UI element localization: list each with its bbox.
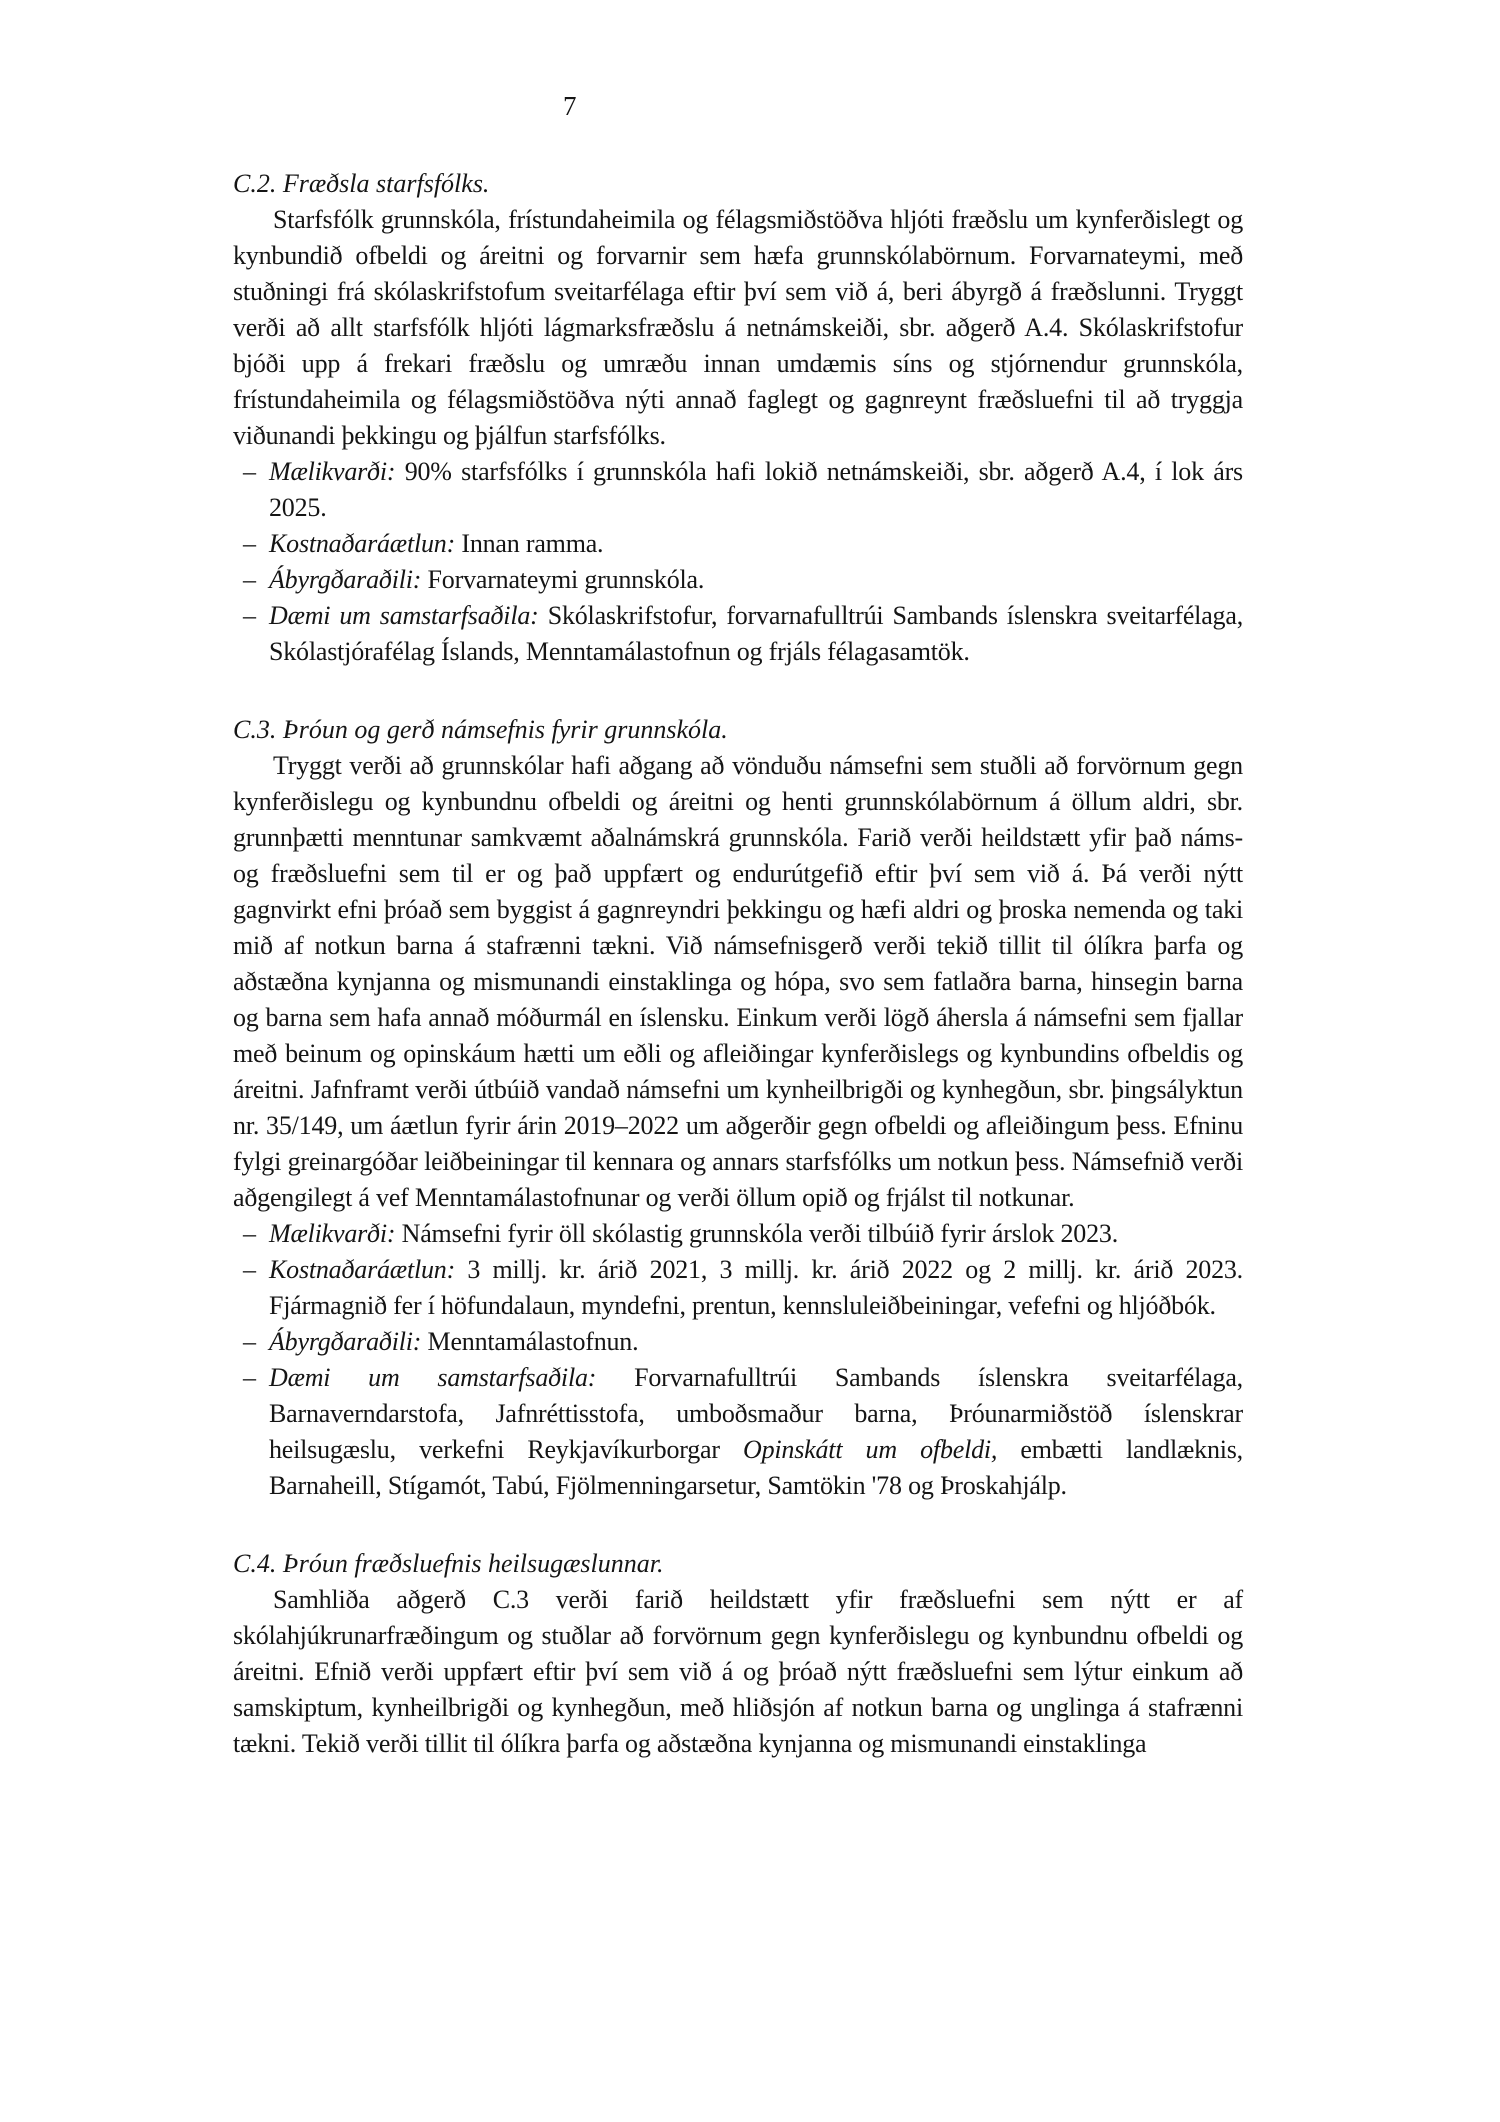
item-dash: – xyxy=(243,1363,256,1392)
item-dash: – xyxy=(243,457,256,486)
list-item xyxy=(233,562,1243,598)
item-label: Dæmi um samstarfsaðila: xyxy=(269,601,539,630)
section-heading: C.3. Þróun og gerð námsefnis fyrir grunnskóla. xyxy=(233,715,728,744)
item-text: Námsefni fyrir öll skólastig grunnskóla verði tilbúið fyrir árslok 2023. xyxy=(401,1219,1119,1248)
item-dash: – xyxy=(243,601,256,630)
item-label: Ábyrgðaraðili: xyxy=(269,1327,422,1356)
list-item xyxy=(233,1252,1243,1324)
item-text: Innan ramma. xyxy=(461,529,604,558)
item-text: 90% starfsfólks í grunnskóla hafi lokið netnámskeiði, sbr. aðgerð A.4, í lok árs 2025. xyxy=(269,457,1243,522)
section xyxy=(233,166,1243,670)
list-item xyxy=(233,526,1243,562)
section-paragraphs xyxy=(233,1582,1243,1762)
item-dash: – xyxy=(243,529,256,558)
item-dash: – xyxy=(243,1255,256,1284)
section-heading: C.2. Fræðsla starfsfólks. xyxy=(233,169,490,198)
list-item xyxy=(233,1360,1243,1504)
item-text: embætti landlæknis, Barnaheill, Stígamót, Tabú, Fjölmenningarsetur, Samtökin '78 og Þroskahjálp. xyxy=(269,1435,1243,1500)
item-label: Mælikvarði: xyxy=(269,457,396,486)
paragraph: Tryggt verði að grunnskólar hafi aðgang að vönduðu námsefni sem stuðli að forvörnum gegn kynferðislegu og kynbundnu ofbeldi og áreitni og henti grunnskólabörnum á öllum aldri, sbr. grunnþætti menntunar samkvæmt aðalnámskrá grunnskóla. Farið verði heildstætt yfir það náms- og fræðsluefni sem til er og það uppfært og endurútgefið eftir því sem við á. Þá verði nýtt gagnvirkt efni þróað sem byggist á gagnreyndri þekkingu og hæfi aldri og þroska nemenda og taki mið af notkun barna á stafrænni tækni. Við námsefnisgerð verði tekið tillit til ólíkra þarfa og aðstæðna kynjanna og mismunandi einstaklinga og hópa, svo sem fatlaðra barna, hinsegin barna og barna sem hafa annað móðurmál en íslensku. Einkum verði lögð áhersla á námsefni sem fjallar með beinum og opinskáum hætti um eðli og afleiðingar kynferðislegs og kynbundins ofbeldis og áreitni. Jafnframt verði útbúið vandað námsefni um kynheilbrigði og kynhegðun, sbr. þingsályktun nr. 35/149, um áætlun fyrir árin 2019–2022 um aðgerðir gegn ofbeldi og afleiðingum þess. Efninu fylgi greinargóðar leiðbeiningar til kennara og annars starfsfólks um notkun þess. Námsefnið verði aðgengilegt á vef Menntamálastofnunar og verði öllum opið og frjálst til notkunar. xyxy=(233,751,1243,1212)
paragraph: Starfsfólk grunnskóla, frístundaheimila og félagsmiðstöðva hljóti fræðslu um kynferðislegt og kynbundið ofbeldi og áreitni og forvarnir sem hæfa grunnskólabörnum. Forvarnateymi, með stuðningi frá skólaskrifstofum sveitarfélaga eftir því sem við á, beri ábyrgð á fræðslunni. Tryggt verði að allt starfsfólk hljóti lágmarksfræðslu á netnámskeiði, sbr. aðgerð A.4. Skólaskrifstofur bjóði upp á frekari fræðslu og umræðu innan umdæmis síns og stjórnendur grunnskóla, frístundaheimila og félagsmiðstöðva nýti annað faglegt og gagnreynt fræðsluefni til að tryggja viðunandi þekkingu og þjálfun starfsfólks. xyxy=(233,205,1243,450)
page-number: 7 xyxy=(563,91,577,121)
item-dash: – xyxy=(243,1219,256,1248)
item-text: Skólaskrifstofur, forvarnafulltrúi Sambands íslenskra sveitarfélaga, Skólastjórafélag Íslands, Menntamálastofnun og frjáls félagasamtök. xyxy=(269,601,1243,666)
item-label: Dæmi um samstarfsaðila: xyxy=(269,1363,597,1392)
section xyxy=(233,1546,1243,1762)
section-heading: C.4. Þróun fræðsluefnis heilsugæslunnar. xyxy=(233,1549,664,1578)
list-item xyxy=(233,454,1243,526)
item-list xyxy=(233,454,1243,670)
list-item xyxy=(233,1216,1243,1252)
item-text: Forvarnafulltrúi Sambands íslenskra sveitarfélaga, Barnaverndarstofa, Jafnréttisstofa, umboðsmaður barna, Þróunarmiðstöð íslenskrar heilsugæslu, verkefni Reykjavíkurborgar xyxy=(269,1363,1243,1464)
item-list xyxy=(233,1216,1243,1504)
list-item xyxy=(233,1324,1243,1360)
section-paragraphs xyxy=(233,202,1243,454)
item-text: Menntamálastofnun. xyxy=(427,1327,639,1356)
item-text: Forvarnateymi grunnskóla. xyxy=(427,565,705,594)
item-label: Kostnaðaráætlun: xyxy=(269,529,456,558)
item-label: Ábyrgðaraðili: xyxy=(269,565,422,594)
sections xyxy=(233,166,1243,1762)
item-label: Kostnaðaráætlun: xyxy=(269,1255,456,1284)
item-text-italic: Opinskátt um ofbeldi, xyxy=(743,1435,998,1464)
section-paragraphs xyxy=(233,748,1243,1216)
section xyxy=(233,712,1243,1504)
item-text: 3 millj. kr. árið 2021, 3 millj. kr. árið 2022 og 2 millj. kr. árið 2023. Fjármagnið fer í höfundalaun, myndefni, prentun, kennsluleiðbeiningar, vefefni og hljóðbók. xyxy=(269,1255,1243,1320)
item-dash: – xyxy=(243,1327,256,1356)
text-column xyxy=(233,0,1243,1762)
paragraph: Samhliða aðgerð C.3 verði farið heildstætt yfir fræðsluefni sem nýtt er af skólahjúkrunarfræðingum og stuðlar að forvörnum gegn kynferðislegu og kynbundnu ofbeldi og áreitni. Efnið verði uppfært eftir því sem við á og þróað nýtt fræðsluefni sem lýtur einkum að samskiptum, kynheilbrigði og kynhegðun, með hliðsjón af notkun barna og unglinga á stafrænni tækni. Tekið verði tillit til ólíkra þarfa og aðstæðna kynjanna og mismunandi einstaklinga xyxy=(233,1585,1243,1758)
item-label: Mælikvarði: xyxy=(269,1219,396,1248)
item-dash: – xyxy=(243,565,256,594)
list-item xyxy=(233,598,1243,670)
